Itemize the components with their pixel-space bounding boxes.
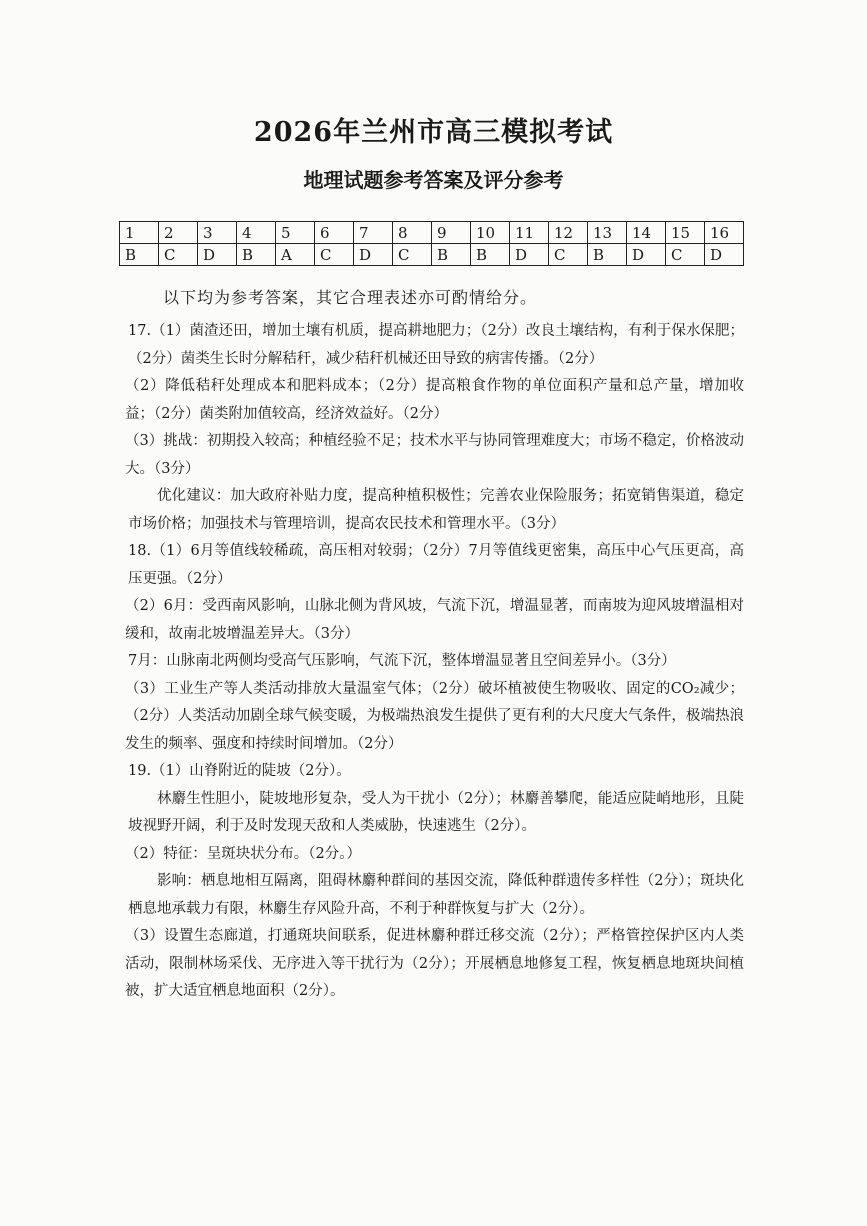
answer-table-number-row	[120, 222, 744, 244]
answer-paragraph: （3）挑战：初期投入较高；种植经验不足；技术水平与协同管理难度大；市场不稳定，价格波动大。（3分）	[125, 433, 744, 477]
answer-cell: B	[432, 244, 471, 266]
question-number-cell: 4	[237, 222, 276, 244]
question-number-cell: 7	[354, 222, 393, 244]
answer-paragraph: 7月：山脉南北两侧均受高气压影响，气流下沉，整体增温显著且空间差异小。（3分）	[128, 653, 676, 669]
answer-cell: B	[471, 244, 510, 266]
answer-paragraph: （2）降低秸秆处理成本和肥料成本；（2分）提高粮食作物的单位面积产量和总产量，增加收益；（2分）菌类附加值较高，经济效益好。（2分）	[125, 378, 744, 422]
answer-cell: D	[198, 244, 237, 266]
question-number-cell: 11	[510, 222, 549, 244]
question-number-cell: 3	[198, 222, 237, 244]
question-number-cell: 12	[549, 222, 588, 244]
answer-paragraph: 17.（1）菌渣还田，增加土壤有机质，提高耕地肥力；（2分）改良土壤结构，有利于保水保肥；（2分）菌类生长时分解秸秆，减少秸秆机械还田导致的病害传播。（2分）	[128, 323, 744, 367]
question-number-cell: 5	[276, 222, 315, 244]
question-number-cell: 10	[471, 222, 510, 244]
question-number-cell: 13	[588, 222, 627, 244]
answer-cell: B	[237, 244, 276, 266]
answer-paragraph: 优化建议：加大政府补贴力度，提高种植积极性；完善农业保险服务；拓宽销售渠道，稳定市场价格；加强技术与管理培训，提高农民技术和管理水平。（3分）	[128, 488, 744, 532]
question-number-cell: 6	[315, 222, 354, 244]
answer-cell: C	[159, 244, 198, 266]
question-number-cell: 14	[627, 222, 666, 244]
answer-table-answer-row	[120, 244, 744, 266]
question-number-cell: 8	[393, 222, 432, 244]
answer-paragraph: （3）设置生态廊道，打通斑块间联系，促进林麝种群迁移交流（2分）；严格管控保护区内人类活动，限制林场采伐、无序进入等干扰行为（2分）；开展栖息地修复工程，恢复栖息地斑块间植被，扩大适宜栖息地面积（2分）。	[125, 928, 744, 999]
answer-cell: D	[627, 244, 666, 266]
answer-cell: C	[549, 244, 588, 266]
answer-cell: B	[120, 244, 159, 266]
question-number-cell: 15	[666, 222, 705, 244]
answer-cell: B	[588, 244, 627, 266]
answer-paragraph: （2）特征：呈斑块状分布。（2分。）	[125, 845, 361, 862]
question-number-cell: 16	[705, 222, 744, 244]
answer-paragraph: 19.（1）山脊附近的陡坡（2分）。	[128, 763, 351, 779]
answer-cell: A	[276, 244, 315, 266]
answer-cell: C	[315, 244, 354, 266]
question-number-cell: 1	[120, 222, 159, 244]
question-number-cell: 2	[159, 222, 198, 244]
page-title: 2026年兰州市高三模拟考试	[253, 117, 614, 148]
answer-cell: D	[705, 244, 744, 266]
answer-cell: C	[666, 244, 705, 266]
grading-note: 以下均为参考答案，其它合理表述亦可酌情给分。	[163, 288, 538, 307]
answer-cell: D	[354, 244, 393, 266]
answer-paragraph: 18.（1）6月等值线较稀疏，高压相对较弱；（2分）7月等值线更密集，高压中心气压更高，高压更强。（2分）	[128, 543, 744, 587]
answer-paragraph: 林麝生性胆小，陡坡地形复杂，受人为干扰小（2分）；林麝善攀爬，能适应陡峭地形，且陡坡视野开阔，利于及时发现天敌和人类威胁，快速逃生（2分）。	[128, 790, 744, 834]
answer-body	[125, 318, 744, 1006]
answer-paragraph: 影响：栖息地相互隔离，阻碍林麝种群间的基因交流，降低种群遗传多样性（2分）；斑块化栖息地承载力有限，林麝生存风险升高，不利于种群恢复与扩大（2分）。	[128, 873, 744, 917]
question-number-cell: 9	[432, 222, 471, 244]
answer-paragraph: （2）6月：受西南风影响，山脉北侧为背风坡，气流下沉，增温显著，而南坡为迎风坡增温相对缓和，故南北坡增温差异大。（3分）	[125, 598, 744, 642]
answer-table	[119, 221, 744, 266]
answer-paragraph: （3）工业生产等人类活动排放大量温室气体；（2分）破坏植被使生物吸收、固定的CO₂减少；（2分）人类活动加剧全球气候变暖，为极端热浪发生提供了更有利的大尺度大气条件，极端热浪发生的频率、强度和持续时间增加。（2分）	[125, 680, 744, 752]
page-subtitle: 地理试题参考答案及评分参考	[303, 168, 564, 192]
answer-cell: C	[393, 244, 432, 266]
answer-cell: D	[510, 244, 549, 266]
